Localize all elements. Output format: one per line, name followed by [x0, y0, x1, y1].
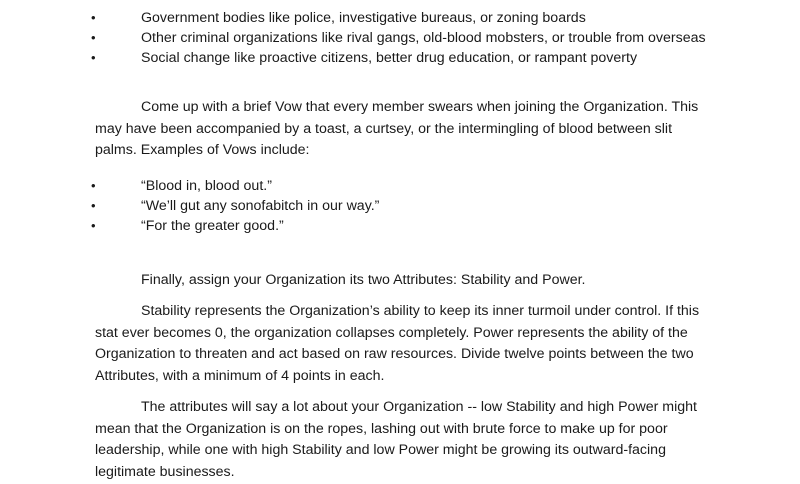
bullet-icon: •: [91, 178, 96, 193]
threats-bullet-list: [0, 8, 800, 68]
bullet-icon: •: [91, 30, 96, 45]
bullet-icon: •: [91, 50, 96, 65]
vows-bullet-list: [0, 176, 800, 236]
stability-power-paragraph: Stability represents the Organization’s ability to keep its inner turmoil under control. If this stat ever becomes 0, the organization collapses completely. Power represents the ability of the Organization to threaten and act based on raw resources. Divide twelve points between the two Attributes, with a minimum of 4 points in each.: [95, 303, 700, 385]
bullet-icon: •: [91, 218, 96, 233]
attributes-meaning-paragraph: The attributes will say a lot about your Organization -- low Stability and high Power might mean that the Organization is on the ropes, lashing out with brute force to make up for poor leadership, while one with high Stability and low Power might be growing its outward-facing legitimate businesses.: [95, 399, 697, 481]
list-item: [0, 8, 800, 28]
list-item-text: “For the greater good.”: [141, 218, 284, 234]
list-item-text: Social change like proactive citizens, better drug education, or rampant poverty: [141, 50, 638, 66]
bullet-icon: •: [91, 10, 96, 25]
list-item: [0, 48, 800, 68]
attributes-intro-paragraph: Finally, assign your Organization its two Attributes: Stability and Power.: [141, 272, 586, 288]
list-item: [0, 196, 800, 216]
list-item-text: “We’ll gut any sonofabitch in our way.”: [141, 198, 380, 214]
list-item: [0, 176, 800, 196]
bullet-icon: •: [91, 198, 96, 213]
list-item: [0, 216, 800, 236]
list-item-text: “Blood in, blood out.”: [141, 178, 272, 194]
list-item: [0, 28, 800, 48]
list-item-text: Government bodies like police, investigative bureaus, or zoning boards: [141, 10, 586, 26]
vow-paragraph: Come up with a brief Vow that every member swears when joining the Organization. This may have been accompanied by a toast, a curtsey, or the intermingling of blood between slit palms. Examples of Vows include:: [95, 99, 699, 159]
list-item-text: Other criminal organizations like rival gangs, old-blood mobsters, or trouble from overseas: [141, 30, 706, 46]
